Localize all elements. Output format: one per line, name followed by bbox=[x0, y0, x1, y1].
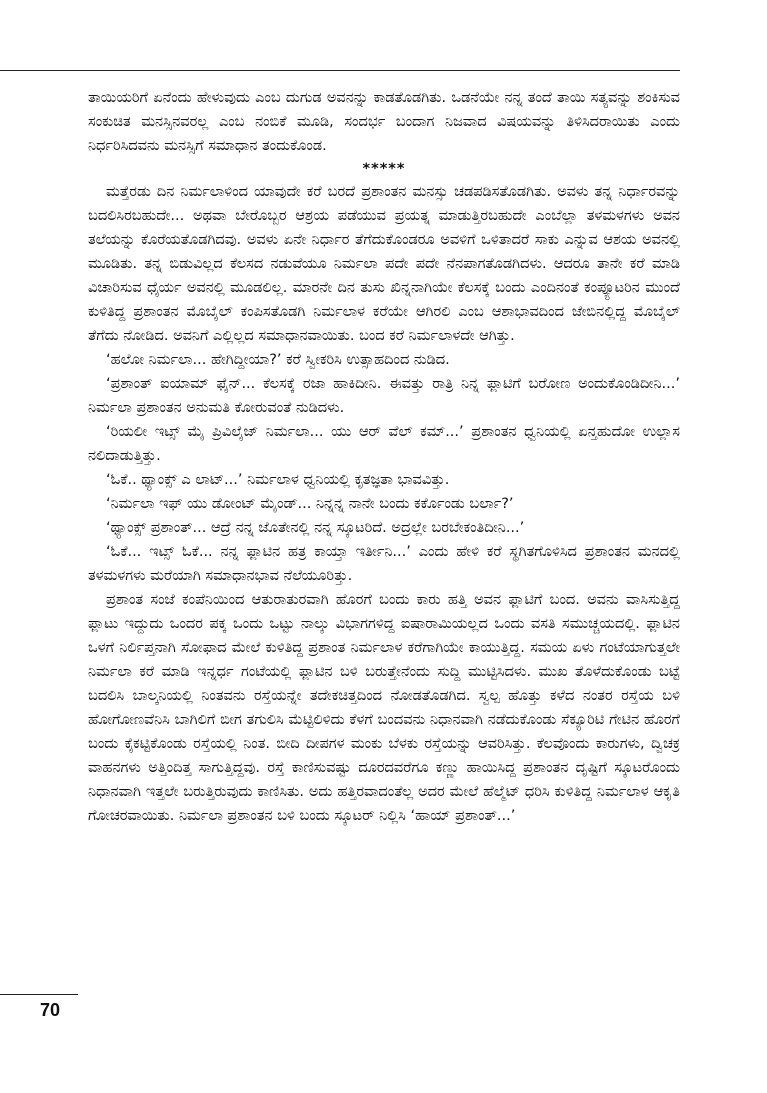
section-break: ***** bbox=[362, 161, 406, 177]
dialogue-line-3: ‘ರಿಯಲೀ ಇಟ್ಸ್ ಮೈ ಪ್ರಿವಿಲೈಜ್ ನಿರ್ಮಲಾ... ಯು ಆರ್ ವೆಲ್ ಕಮ್...’ ಪ್ರಶಾಂತನ ಧ್ವನಿಯಲ್ಲಿ ಏನ್ತಹುದೋ ಉಲ್ಲಾಸ ನಲಿದಾಡುತ್ತಿತ್ತು. bbox=[88, 424, 680, 464]
header-rule bbox=[0, 70, 680, 71]
page-body bbox=[88, 86, 680, 828]
dialogue-line-4: ‘ಓಕೆ.. ಥ್ಯಾಂಕ್ಸ್ ಎ ಲಾಟ್...’ ನಿರ್ಮಲಾಳ ಧ್ವನಿಯಲ್ಲಿ ಕೃತಜ್ಞತಾ ಭಾವವಿತ್ತು. bbox=[106, 472, 450, 488]
footer-rule bbox=[0, 994, 78, 995]
dialogue-line-2: ‘ಪ್ರಶಾಂತ್ ಐಯಾಮ್ ಫೈನ್... ಕೆಲಸಕ್ಕೆ ರಜಾ ಹಾಕಿದೀನಿ. ಈವತ್ತು ರಾತ್ರಿ ನಿನ್ನ ಫ್ಲಾಟಿಗೆ ಬರೋಣ ಅಂದುಕೊಂಡಿದೀನಿ...’ ನಿರ್ಮಲಾ ಪ್ರಶಾಂತನ ಅನುಮತಿ ಕೋರುವಂತೆ ನುಡಿದಳು. bbox=[88, 376, 680, 416]
paragraph-3: ಪ್ರಶಾಂತ ಸಂಜೆ ಕಂಪೆನಿಯಿಂದ ಆತುರಾತುರವಾಗಿ ಹೊರಗೆ ಬಂದು ಕಾರು ಹತ್ತಿ ಅವನ ಫ್ಲಾಟಿಗೆ ಬಂದ. ಅವನು ವಾಸಿಸುತ್ತಿದ್ದ ಫ್ಲಾಟು ಇದ್ದುದು ಒಂದರ ಪಕ್ಕ ಒಂದು ಒಟ್ಟು ನಾಲ್ಕು ವಿಭಾಗಗಳಿದ್ದ ಐಷಾರಾಮಿಯಲ್ಲದ ಒಂದು ವಸತಿ ಸಮುಚ್ಚಯದಲ್ಲಿ. ಫ್ಲಾಟಿನ ಒಳಗೆ ನಿರ್ಲಿಪ್ತನಾಗಿ ಸೋಫಾದ ಮೇಲೆ ಕುಳಿತಿದ್ದ ಪ್ರಶಾಂತ ನಿರ್ಮಲಾಳ ಕರೆಗಾಗಿಯೇ ಕಾಯುತ್ತಿದ್ದ. ಸಮಯ ಏಳು ಗಂಟೆಯಾಗುತ್ತಲೇ ನಿರ್ಮಲಾ ಕರೆ ಮಾಡಿ ಇನ್ನರ್ಧ ಗಂಟೆಯಲ್ಲಿ ಫ್ಲಾಟಿನ ಬಳಿ ಬರುತ್ತೇನೆಂದು ಸುದ್ದಿ ಮುಟ್ಟಿಸಿದಳು. ಮುಖ ತೊಳೆದುಕೊಂಡು ಬಟ್ಟೆ ಬದಲಿಸಿ ಬಾಲ್ಕನಿಯಲ್ಲಿ ನಿಂತವನು ರಸ್ತೆಯನ್ನೇ ತದೇಕಚಿತ್ತದಿಂದ ನೋಡತೊಡಗಿದ. ಸ್ವಲ್ಪ ಹೊತ್ತು ಕಳೆದ ನಂತರ ರಸ್ತೆಯ ಬಳಿ ಹೋಗೋಣವೆನಿಸಿ ಬಾಗಿಲಿಗೆ ಬೀಗ ತಗುಲಿಸಿ ಮೆಟ್ಟಿಲಿಳಿದು ಕೆಳಗೆ ಬಂದವನು ನಿಧಾನವಾಗಿ ನಡೆದುಕೊಂಡು ಸೆಕ್ಯೂರಿಟಿ ಗೇಟಿನ ಹೊರಗೆ ಬಂದು ಕೈಕಟ್ಟಿಕೊಂಡು ರಸ್ತೆಯಲ್ಲಿ ನಿಂತ. ಬೀದಿ ದೀಪಗಳ ಮಂಕು ಬೆಳಕು ರಸ್ತೆಯನ್ನು ಆವರಿಸಿತ್ತು. ಕೆಲವೊಂದು ಕಾರುಗಳು, ದ್ವಿಚಕ್ರ ವಾಹನಗಳು ಅತ್ತಿಂದಿತ್ತ ಸಾಗುತ್ತಿದ್ದವು. ರಸ್ತೆ ಕಾಣಿಸುವಷ್ಟು ದೂರದವರೆಗೂ ಕಣ್ಣು ಹಾಯಿಸಿದ್ದ ಪ್ರಶಾಂತನ ದೃಷ್ಟಿಗೆ ಸ್ಕೂಟರೊಂದು ನಿಧಾನವಾಗಿ ಇತ್ತಲೇ ಬರುತ್ತಿರುವುದು ಕಾಣಿಸಿತು. ಅದು ಹತ್ತಿರವಾದಂತೆಲ್ಲ ಅದರ ಮೇಲೆ ಹೆಲ್ಮೆಟ್ ಧರಿಸಿ ಕುಳಿತಿದ್ದ ನಿರ್ಮಲಾಳ ಆಕೃತಿ ಗೋಚರವಾಯಿತು. ನಿರ್ಮಲಾ ಪ್ರಶಾಂತನ ಬಳಿ ಬಂದು ಸ್ಕೂಟರ್ ನಿಲ್ಲಿಸಿ ‘ಹಾಯ್ ಪ್ರಶಾಂತ್...’ bbox=[88, 592, 680, 824]
paragraph-1: ತಾಯಿಯರಿಗೆ ಏನೆಂದು ಹೇಳುವುದು ಎಂಬ ದುಗುಡ ಅವನನ್ನು ಕಾಡತೊಡಗಿತು. ಒಡನೆಯೇ ನನ್ನ ತಂದೆ ತಾಯಿ ಸತ್ಯವನ್ನು ಶಂಕಿಸುವ ಸಂಕುಚಿತ ಮನಸ್ಸಿನವರಲ್ಲ ಎಂಬ ನಂಬಿಕೆ ಮೂಡಿ, ಸಂದರ್ಭ ಬಂದಾಗ ನಿಜವಾದ ವಿಷಯವನ್ನು ತಿಳಿಸಿದರಾಯಿತು ಎಂದು ನಿರ್ಧರಿಸಿದವನು ಮನಸ್ಸಿಗೆ ಸಮಾಧಾನ ತಂದುಕೊಂಡ. bbox=[88, 90, 680, 154]
dialogue-line-7: ‘ಓಕೆ... ಇಟ್ಸ್ ಓಕೆ... ನನ್ನ ಫ್ಲಾಟಿನ ಹತ್ರ ಕಾಯ್ತಾ ಇರ್ತೀನಿ...’ ಎಂದು ಹೇಳಿ ಕರೆ ಸ್ಥಗಿತಗೊಳಿಸಿದ ಪ್ರಶಾಂತನ ಮನದಲ್ಲಿ ತಳಮಳಗಳು ಮರೆಯಾಗಿ ಸಮಾಧಾನಭಾವ ನೆಲೆಯೂರಿತ್ತು. bbox=[88, 544, 680, 584]
dialogue-line-5: ‘ನಿರ್ಮಲಾ ಇಫ್ ಯು ಡೋಂಟ್ ಮೈಂಡ್... ನಿನ್ನನ್ನ ನಾನೇ ಬಂದು ಕರ್ಕೊಂಡು ಬರ್ಲಾ?’ bbox=[106, 496, 514, 512]
page-number: 70 bbox=[40, 1000, 61, 1020]
dialogue-line-6: ‘ಥ್ಯಾಂಕ್ಸ್ ಪ್ರಶಾಂತ್... ಆದ್ರೆ ನನ್ನ ಜೊತೇನಲ್ಲಿ ನನ್ನ ಸ್ಕೂಟರಿದೆ. ಅದ್ರಲ್ಲೇ ಬರಬೇಕಂತಿದೀನಿ...’ bbox=[106, 520, 525, 536]
paragraph-2: ಮತ್ತೆರಡು ದಿನ ನಿರ್ಮಲಾಳಿಂದ ಯಾವುದೇ ಕರೆ ಬರದೆ ಪ್ರಶಾಂತನ ಮನಸ್ಸು ಚಡಪಡಿಸತೊಡಗಿತು. ಅವಳು ತನ್ನ ನಿರ್ಧಾರವನ್ನು ಬದಲಿಸಿರಬಹುದೇ... ಅಥವಾ ಬೇರೊಬ್ಬರ ಆಶ್ರಯ ಪಡೆಯುವ ಪ್ರಯತ್ನ ಮಾಡುತ್ತಿರಬಹುದೇ ಎಂಬೆಲ್ಲಾ ತಳಮಳಗಳು ಅವನ ತಲೆಯನ್ನು ಕೊರೆಯತೊಡಗಿದವು. ಅವಳು ಏನೇ ನಿರ್ಧಾರ ತೆಗೆದುಕೊಂಡರೂ ಅವಳಿಗೆ ಒಳಿತಾದರೆ ಸಾಕು ಎನ್ನುವ ಆಶಯ ಅವನಲ್ಲಿ ಮೂಡಿತು. ತನ್ನ ಬಿಡುವಿಲ್ಲದ ಕೆಲಸದ ನಡುವೆಯೂ ನಿರ್ಮಲಾ ಪದೇ ಪದೇ ನೆನಪಾಗತೊಡಗಿದಳು. ಆದರೂ ತಾನೇ ಕರೆ ಮಾಡಿ ವಿಚಾರಿಸುವ ಧೈರ್ಯ ಅವನಲ್ಲಿ ಮೂಡಲಿಲ್ಲ. ಮಾರನೇ ದಿನ ತುಸು ಖಿನ್ನನಾಗಿಯೇ ಕೆಲಸಕ್ಕೆ ಬಂದು ಎಂದಿನಂತೆ ಕಂಪ್ಯೂಟರಿನ ಮುಂದೆ ಕುಳಿತಿದ್ದ ಪ್ರಶಾಂತನ ಮೊಬೈಲ್ ಕಂಪಿಸತೊಡಗಿ ನಿರ್ಮಲಾಳ ಕರೆಯೇ ಆಗಿರಲಿ ಎಂಬ ಆಶಾಭಾವದಿಂದ ಜೇಬಿನಲ್ಲಿದ್ದ ಮೊಬೈಲ್ ತೆಗೆದು ನೋಡಿದ. ಅವನಿಗೆ ಎಲ್ಲಿಲ್ಲದ ಸಮಾಧಾನವಾಯಿತು. ಬಂದ ಕರೆ ನಿರ್ಮಲಾಳದೇ ಆಗಿತ್ತು. bbox=[88, 184, 680, 344]
dialogue-line-1: ‘ಹಲೋ ನಿರ್ಮಲಾ... ಹೇಗಿದ್ದೀಯಾ?’ ಕರೆ ಸ್ವೀಕರಿಸಿ ಉತ್ಸಾಹದಿಂದ ನುಡಿದ. bbox=[106, 352, 450, 368]
